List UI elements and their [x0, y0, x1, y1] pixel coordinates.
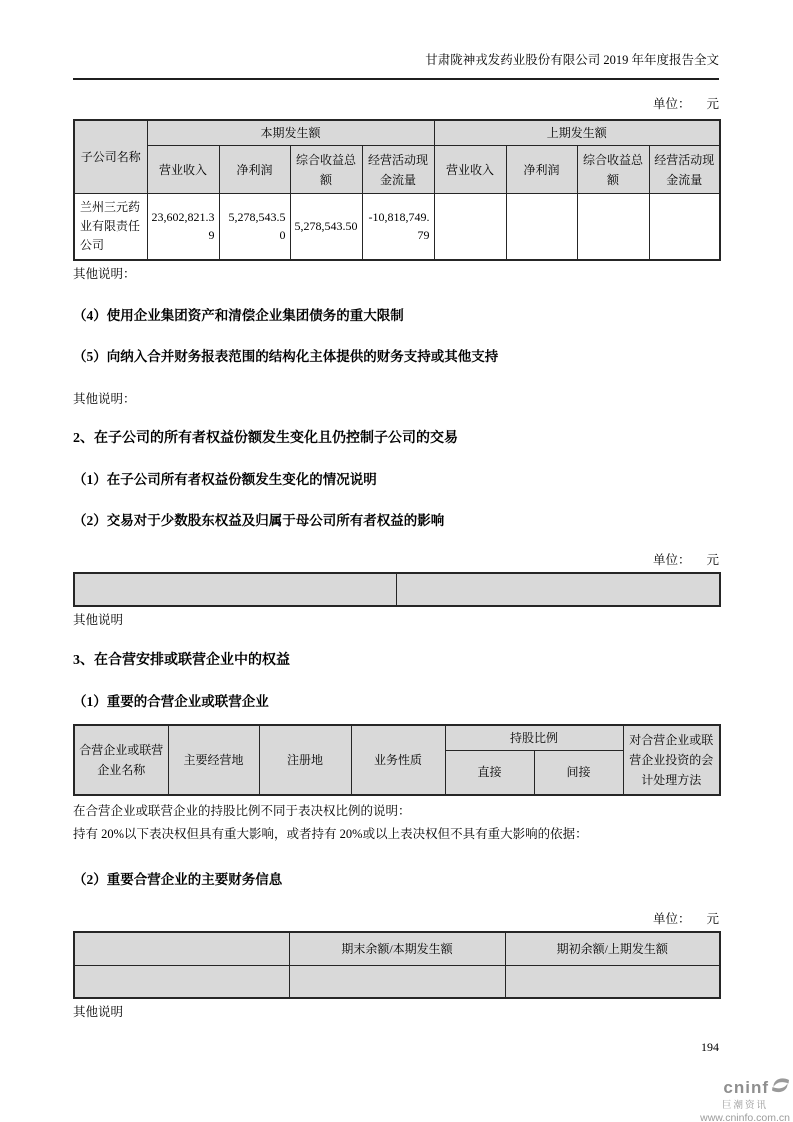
table1-current-cashflow-header: 经营活动现金流量	[362, 146, 434, 194]
page-content	[73, 0, 719, 1020]
table1-current-group-header: 本期发生额	[147, 120, 434, 146]
table1-current-comprehensive-header: 综合收益总额	[290, 146, 362, 194]
heading-3-2: （2）重要合营企业的主要财务信息	[73, 872, 283, 887]
table1-prior-comprehensive-header: 综合收益总额	[577, 146, 649, 194]
jv-indirect-header: 间接	[534, 750, 623, 795]
current-revenue-cell: 23,602,821.39	[147, 194, 219, 260]
unit-label: 单位：	[652, 97, 691, 111]
equity-change-impact-table	[73, 572, 721, 607]
empty-cell	[74, 573, 396, 606]
prior-cashflow-cell	[649, 194, 720, 260]
heading-s5: （5）向纳入合并财务报表范围的结构化主体提供的财务支持或其他支持	[73, 348, 499, 364]
unit-line-2	[73, 552, 719, 568]
jv-financial-info-table	[73, 931, 721, 999]
cninfo-logo-chinese: 巨潮资讯	[721, 1100, 768, 1111]
prior-revenue-cell	[434, 194, 506, 260]
jv-method-header: 对合营企业或联营企业投资的会计处理方法	[623, 725, 720, 796]
heading-3-1: （1）重要的合营企业或联营企业	[73, 693, 269, 709]
jv-registered-header: 注册地	[259, 725, 351, 796]
jv-place-header: 主要经营地	[168, 725, 259, 796]
unit-value: 元	[706, 912, 719, 926]
heading-2: 2、在子公司的所有者权益份额发生变化且仍控制子公司的交易	[73, 430, 458, 446]
cninfo-swirl-icon	[771, 1077, 790, 1099]
jv-direct-header: 直接	[445, 750, 534, 795]
unit-value: 元	[706, 552, 719, 567]
unit-line-1	[73, 96, 719, 112]
empty-cell	[74, 965, 289, 998]
table1-current-revenue-header: 营业收入	[147, 146, 219, 194]
cninfo-logo-top	[700, 1077, 790, 1099]
other-note-3: 其他说明	[73, 612, 124, 627]
unit-value: 元	[706, 97, 719, 111]
other-note-1: 其他说明：	[73, 266, 136, 281]
vote-ratio-note-1: 在合营企业或联营企业的持股比例不同于表决权比例的说明：	[73, 804, 411, 818]
empty-cell	[289, 965, 505, 998]
table1-prior-netprofit-header: 净利润	[506, 146, 577, 194]
table1-prior-cashflow-header: 经营活动现金流量	[649, 146, 720, 194]
unit-label: 单位：	[652, 552, 691, 567]
joint-venture-table	[73, 724, 721, 797]
table1-current-netprofit-header: 净利润	[219, 146, 290, 194]
empty-header-cell	[74, 932, 289, 965]
current-comprehensive-cell: 5,278,543.50	[290, 194, 362, 260]
unit-label: 单位：	[652, 912, 691, 926]
vote-ratio-note-2: 持有 20%以下表决权但具有重大影响，或者持有 20%或以上表决权但不具有重大影响的依据：	[73, 827, 588, 841]
heading-s4: （4）使用企业集团资产和清偿企业集团债务的重大限制	[73, 307, 404, 323]
unit-line-3	[73, 911, 719, 927]
subsidiary-name-cell: 兰州三元药业有限责任公司	[74, 194, 147, 260]
cninfo-logo	[700, 1077, 790, 1122]
other-note-4: 其他说明	[73, 1005, 124, 1019]
prior-netprofit-cell	[506, 194, 577, 260]
current-cashflow-cell: -10,818,749.79	[362, 194, 434, 260]
heading-2-1: （1）在子公司所有者权益份额发生变化的情况说明	[73, 471, 377, 487]
empty-cell	[396, 573, 720, 606]
subsidiary-row	[74, 194, 720, 260]
jv-business-header: 业务性质	[351, 725, 445, 796]
current-netprofit-cell: 5,278,543.50	[219, 194, 290, 260]
cninfo-logo-url: www.cninfo.com.cn	[700, 1112, 790, 1122]
document-header	[73, 0, 719, 80]
prior-comprehensive-cell	[577, 194, 649, 260]
beginning-balance-header: 期初余额/上期发生额	[505, 932, 720, 965]
document-title: 甘肃陇神戎发药业股份有限公司 2019 年年度报告全文	[425, 53, 719, 67]
heading-3: 3、在合营安排或联营企业中的权益	[73, 652, 290, 668]
table1-prior-group-header: 上期发生额	[434, 120, 720, 146]
cninfo-logo-word: cninf	[723, 1078, 769, 1097]
table1-prior-revenue-header: 营业收入	[434, 146, 506, 194]
heading-2-2: （2）交易对于少数股东权益及归属于母公司所有者权益的影响	[73, 512, 445, 528]
ending-balance-header: 期末余额/本期发生额	[289, 932, 505, 965]
empty-cell	[505, 965, 720, 998]
other-note-2: 其他说明：	[73, 391, 136, 406]
jv-name-header: 合营企业或联营企业名称	[74, 725, 168, 796]
table1-name-header: 子公司名称	[74, 120, 147, 194]
subsidiary-financials-table	[73, 119, 721, 261]
page-number: 194	[701, 1040, 719, 1054]
jv-ratio-group-header: 持股比例	[445, 725, 623, 751]
